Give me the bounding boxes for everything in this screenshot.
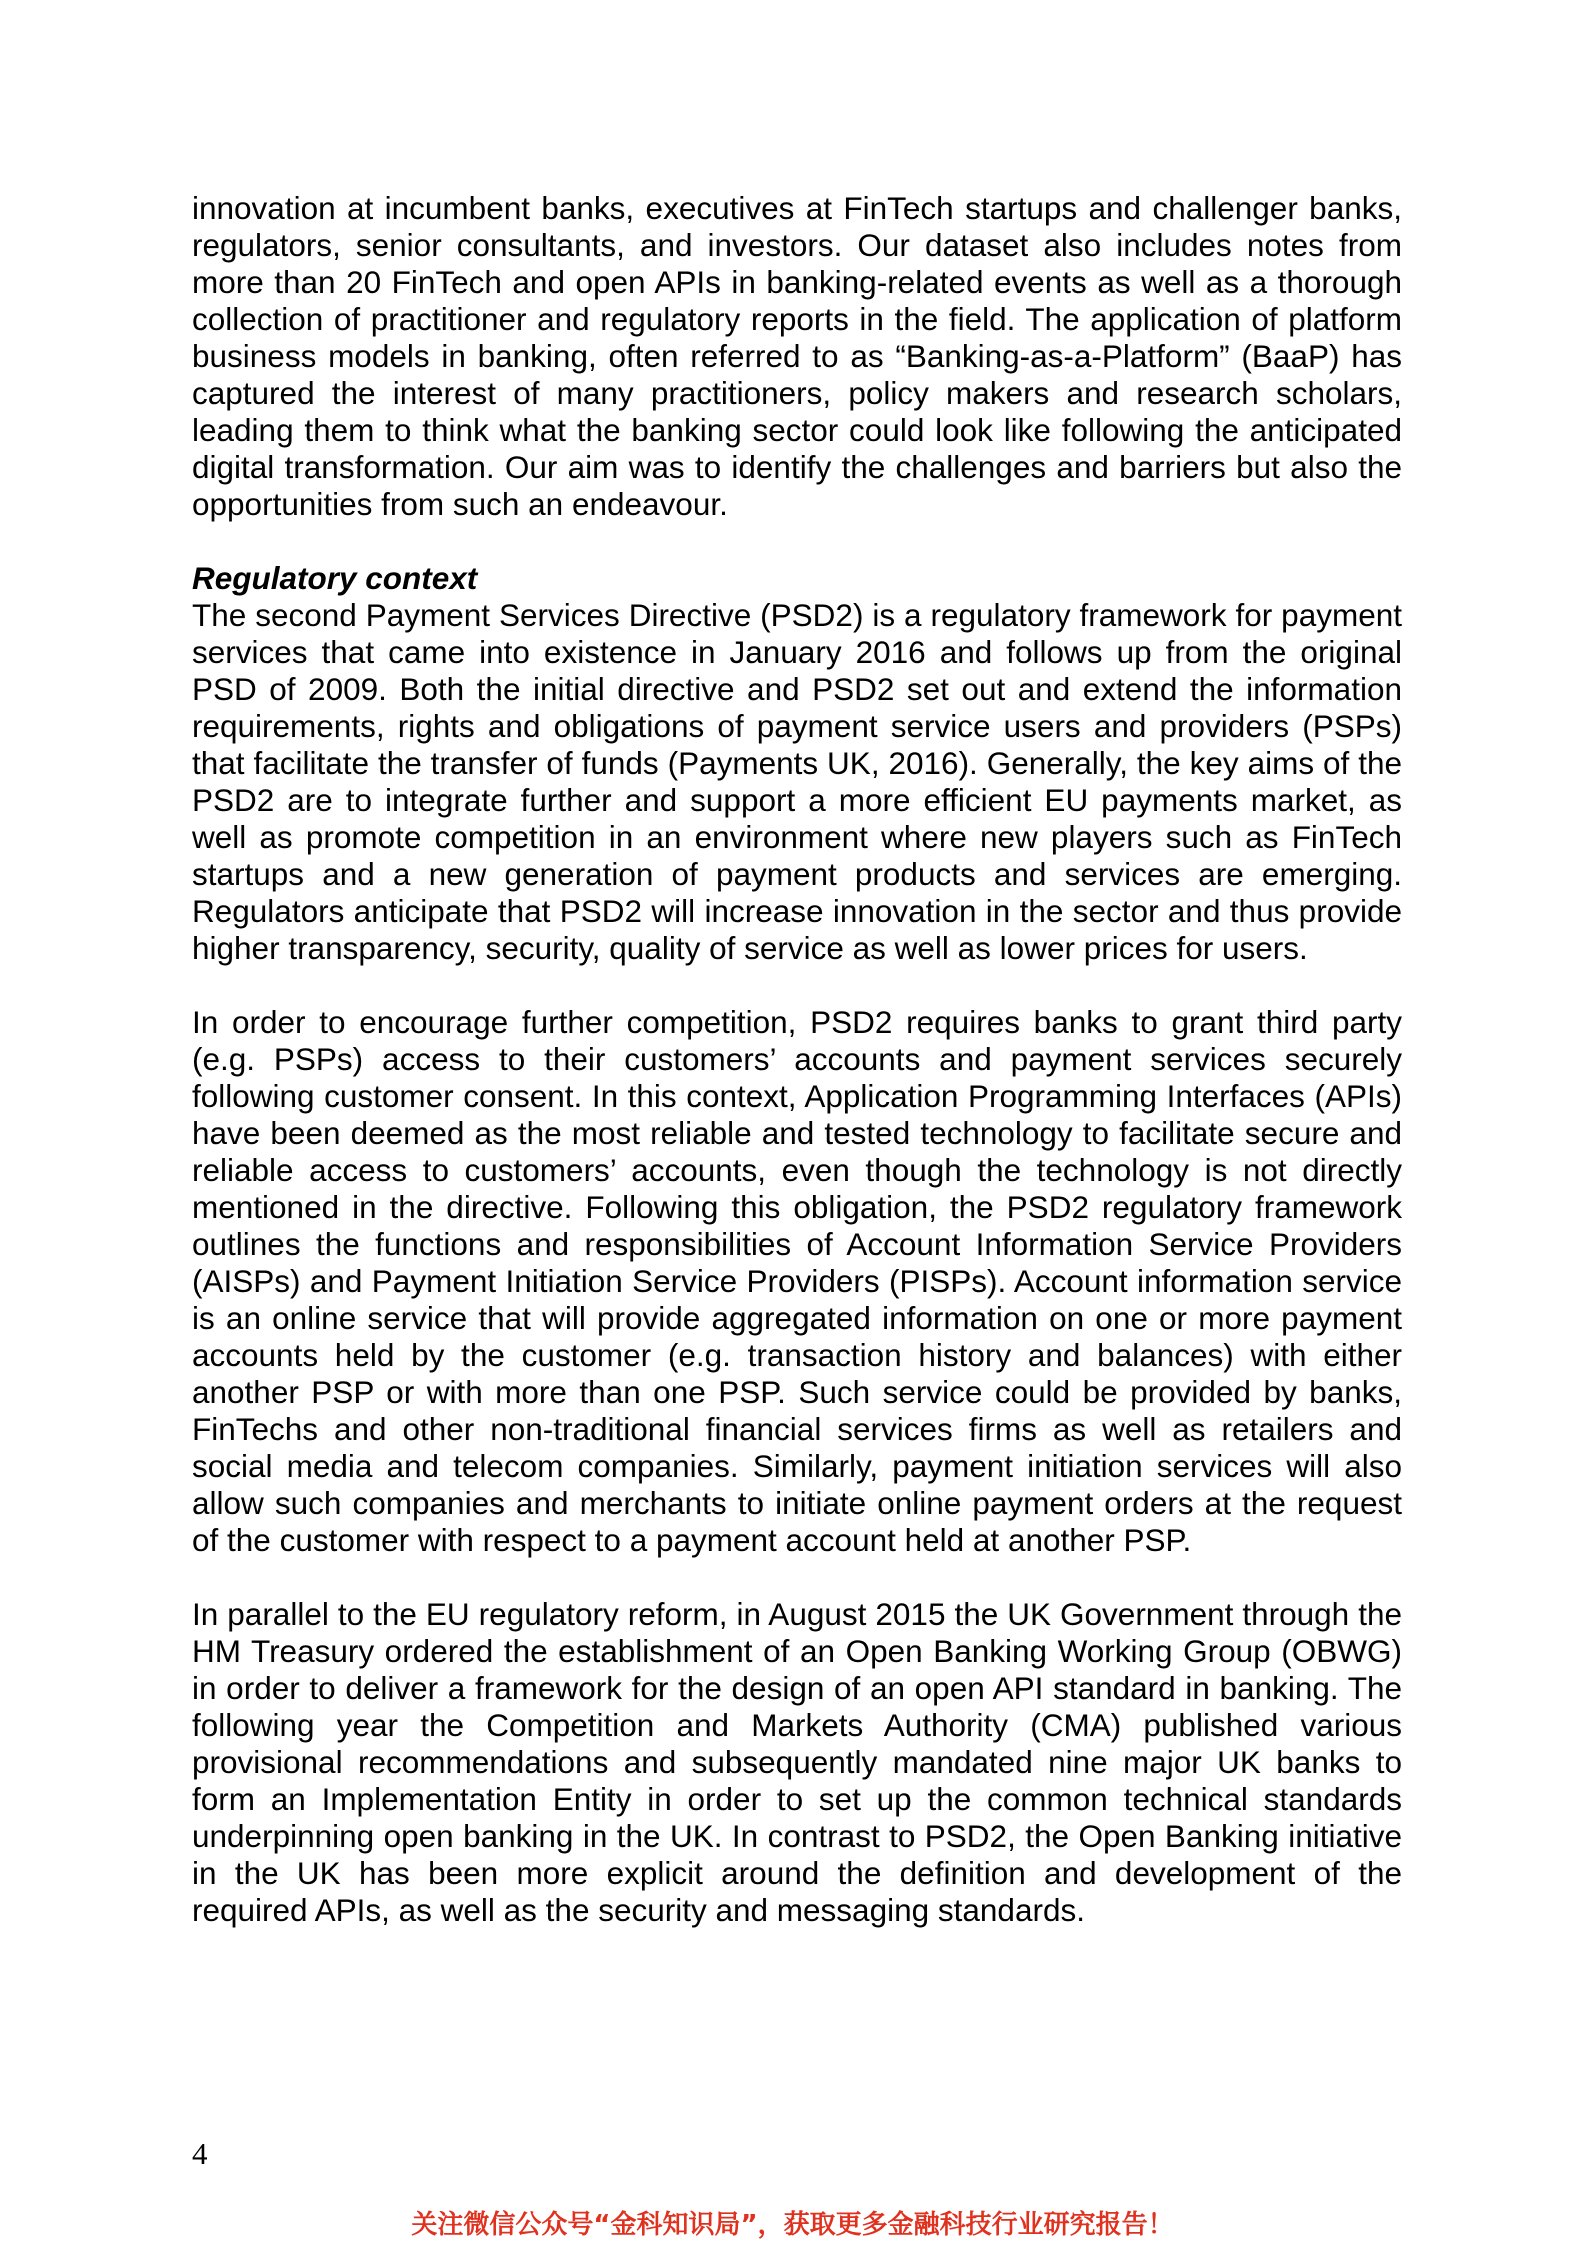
paragraph-spacer xyxy=(192,523,1402,560)
paragraph-psd2: The second Payment Services Directive (PSD2) is a regulatory framework for payment services that came into existence in January 2016 and follows up from the original PSD of 2009. Both the initial directive and PSD2 set out and extend the information requirements, rights and obligations of payment service users and providers (PSPs) that facilitate the transfer of funds (Payments UK, 2016). Generally, the key aims of the PSD2 are to integrate further and support a more efficient EU payments market, as well as promote competition in an environment where new players such as FinTech startups and a new generation of payment products and services are emerging. Regulators anticipate that PSD2 will increase innovation in the sector and thus provide higher transparency, security, quality of service as well as lower prices for users. xyxy=(192,597,1402,966)
page-number: 4 xyxy=(192,2136,208,2171)
paragraph-intro: innovation at incumbent banks, executives at FinTech startups and challenger banks, regulators, senior consultants, and investors. Our dataset also includes notes from more than 20 FinTech and open APIs in banking-related events as well as a thorough collection of practitioner and regulatory reports in the field. The application of platform business models in banking, often referred to as “Banking-as-a-Platform” (BaaP) has captured the interest of many practitioners, policy makers and research scholars, leading them to think what the banking sector could look like following the anticipated digital transformation. Our aim was to identify the challenges and barriers but also the opportunities from such an endeavour. xyxy=(192,190,1402,522)
paragraph-spacer xyxy=(192,967,1402,1004)
paragraph-uk-open-banking: In parallel to the EU regulatory reform, in August 2015 the UK Government through the HM Treasury ordered the establishment of an Open Banking Working Group (OBWG) in order to deliver a framework for the design of an open API standard in banking. The following year the Competition and Markets Authority (CMA) published various provisional recommendations and subsequently mandated nine major UK banks to form an Implementation Entity in order to set up the common technical standards underpinning open banking in the UK. In contrast to PSD2, the Open Banking initiative in the UK has been more explicit around the definition and development of the required APIs, as well as the security and messaging standards. xyxy=(192,1596,1402,1928)
page-body xyxy=(192,190,1402,1929)
footer-promo-banner: 关注微信公众号“金科知识局”，获取更多金融科技行业研究报告！ xyxy=(411,2210,1174,2240)
paragraph-spacer xyxy=(192,1559,1402,1596)
paragraph-competition: In order to encourage further competition, PSD2 requires banks to grant third party (e.g. PSPs) access to their customers’ accounts and payment services securely following customer consent. In this context, Application Programming Interfaces (APIs) have been deemed as the most reliable and tested technology to facilitate secure and reliable access to customers’ accounts, even though the technology is not directly mentioned in the directive. Following this obligation, the PSD2 regulatory framework outlines the functions and responsibilities of Account Information Service Providers (AISPs) and Payment Initiation Service Providers (PISPs). Account information service is an online service that will provide aggregated information on one or more payment accounts held by the customer (e.g. transaction history and balances) with either another PSP or with more than one PSP. Such service could be provided by banks, FinTechs and other non-traditional financial services firms as well as retailers and social media and telecom companies. Similarly, payment initiation services will also allow such companies and merchants to initiate online payment orders at the request of the customer with respect to a payment account held at another PSP. xyxy=(192,1004,1402,1558)
section-heading: Regulatory context xyxy=(192,560,478,596)
